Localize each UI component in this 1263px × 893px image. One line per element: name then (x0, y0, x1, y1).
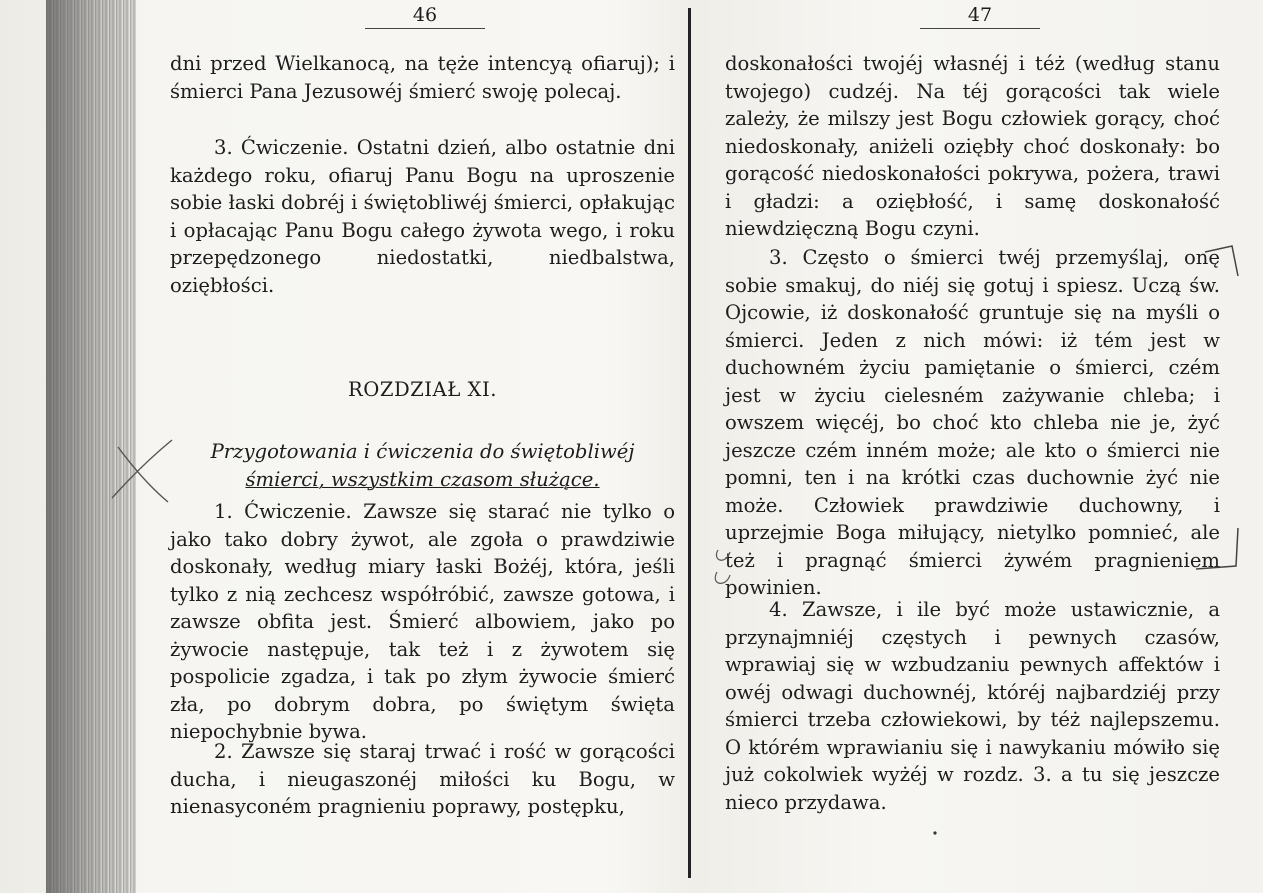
page-number-left: 46 (365, 4, 485, 29)
left-paragraph-1 (170, 498, 675, 746)
paragraph-text: doskonałości twojéj własnéj i téż (według stanu twojego) cudzéj. Na téj gorącości tak wiele zależy, że milszy jest Bogu człowiek gorący, choć niedoskonały, aniżeli oziębły choć doskonały: bo gorącość niedoskonałości pokrywa, pożera, trawi i gładzi: a oziębłość, i samę doskonałość niewdzięczną Bogu czyni. (725, 52, 1220, 240)
page-gutter (688, 8, 691, 878)
subtitle-line-1: Przygotowania i ćwiczenia do świętobliwéj (210, 440, 635, 463)
ink-dot (933, 831, 936, 834)
left-paragraph-continued (170, 50, 675, 105)
book-binding (46, 0, 136, 893)
subtitle-line-2: śmierci, wszystkim czasom służące. (245, 468, 600, 491)
chapter-subtitle (170, 438, 675, 494)
paragraph-text: dni przed Wielkanocą, na tęże intencyą ofiaruj); i śmierci Pana Jezusowéj śmierć swoję polecaj. (170, 52, 675, 103)
right-paragraph-3 (725, 244, 1220, 602)
chapter-heading: ROZDZIAŁ XI. (348, 378, 497, 401)
paragraph-text: 1. Ćwiczenie. Zawsze się starać nie tylko o jako tako dobry żywot, ale zgoła o prawdziwie doskonały, według miary łaski Bożéj, która, jeśli tylko z nią zechcesz współróbić, zawsze gotowa, i zawsze obfita jest. Śmierć albowiem, jako po żywocie następuje, tak też i z żywotem się pospolicie zgadza, i tak po złym żywocie śmierć zła, po dobrym dobra, po świętym święta niepochybnie bywa. (170, 500, 675, 743)
right-paragraph-continued (725, 50, 1220, 243)
left-paragraph-3 (170, 134, 675, 299)
left-paragraph-2 (170, 738, 675, 821)
paragraph-text: 4. Zawsze, i ile być może ustawicznie, a przynajmniéj częstych i pewnych czasów, wprawiaj się w wzbudzaniu pewnych affektów i owéj odwagi duchownéj, któréj najbardziéj przy śmierci trzeba człowiekowi, by téż najlepszemu. O którém wprawianiu się i nawykaniu mówiło się już cokolwiek wyżéj w rozdz. 3. a tu się jeszcze nieco przydawa. (725, 598, 1220, 814)
paragraph-text: 2. Zawsze się staraj trwać i rość w gorącości ducha, i nieugaszonéj miłości ku Bogu, w nienasyconém pragnieniu poprawy, postępku, (170, 740, 675, 818)
right-paragraph-4 (725, 596, 1220, 816)
paragraph-text: 3. Ćwiczenie. Ostatni dzień, albo ostatnie dni każdego roku, ofiaruj Panu Bogu na uproszenie sobie łaski dobréj i świętobliwéj śmierci, opłakując i opłacając Panu Bogu całego żywota wego, i roku przepędzonego niedostatki, niedbalstwa, oziębłości. (170, 136, 675, 297)
paragraph-text: 3. Często o śmierci twéj przemyślaj, onę sobie smakuj, do niéj się gotuj i spiesz. Uczą św. Ojcowie, iż doskonałość gruntuje się na myśli o śmierci. Jeden z nich mówi: iż tém jest w duchowném życiu pamiętanie o śmierci, czém jest w życiu cielesném zażywanie chleba; i owszem więcéj, bo choć kto chleba nie je, żyć jeszcze czém inném może; ale kto o śmierci nie pomni, ten i na krótki czas duchownie żyć nie może. Człowiek prawdziwie duchowny, i uprzejmie Boga miłujący, nietylko pomnieć, ale też i pragnąć śmierci żywém pragnieniem powinien. (725, 246, 1220, 599)
page-number-right: 47 (920, 4, 1040, 29)
